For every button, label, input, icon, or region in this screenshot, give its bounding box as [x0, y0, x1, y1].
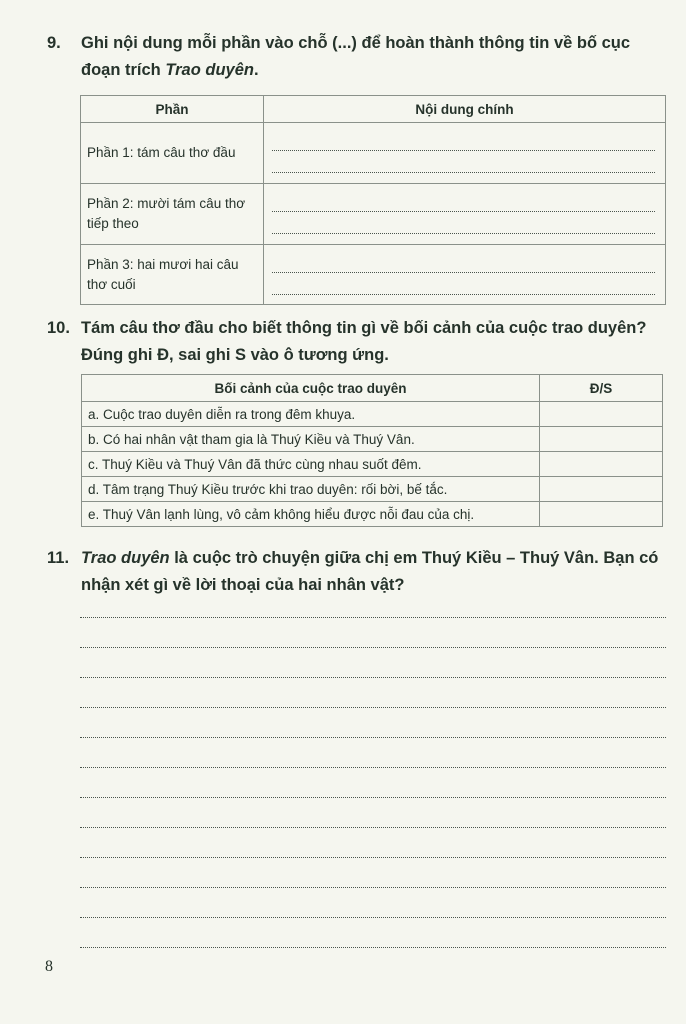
page-number: 8	[45, 958, 53, 975]
answer-cell[interactable]	[540, 477, 663, 502]
statement: c. Thuý Kiều và Thuý Vân đã thức cùng nhau suốt đêm.	[82, 452, 540, 477]
part-label: Phần 1: tám câu thơ đầu	[81, 123, 264, 184]
part-label: Phần 2: mười tám câu thơ tiếp theo	[81, 184, 264, 245]
answer-field[interactable]	[264, 184, 666, 245]
answer-cell[interactable]	[540, 402, 663, 427]
question-9	[47, 30, 672, 84]
answer-field[interactable]	[264, 245, 666, 305]
answer-line[interactable]	[80, 857, 666, 858]
table-row	[81, 245, 666, 305]
header-part: Phần	[81, 96, 264, 123]
table-row	[82, 427, 663, 452]
statement: b. Có hai nhân vật tham gia là Thuý Kiều và Thuý Vân.	[82, 427, 540, 452]
table-row	[82, 502, 663, 527]
answer-cell[interactable]	[540, 427, 663, 452]
work-title: Trao duyên	[81, 549, 170, 567]
answer-cell[interactable]	[540, 452, 663, 477]
answer-line[interactable]	[80, 677, 666, 678]
table-row	[82, 402, 663, 427]
statement: e. Thuý Vân lạnh lùng, vô cảm không hiểu được nỗi đau của chị.	[82, 502, 540, 527]
statement: d. Tâm trạng Thuý Kiều trước khi trao duyên: rối bời, bế tắc.	[82, 477, 540, 502]
statement: a. Cuộc trao duyên diễn ra trong đêm khuya.	[82, 402, 540, 427]
table-row	[82, 477, 663, 502]
question-text: Ghi nội dung mỗi phần vào chỗ (...) để hoàn thành thông tin về bố cục	[81, 34, 631, 52]
answer-line[interactable]	[80, 917, 666, 918]
work-title: Trao duyên	[165, 61, 254, 79]
table-row	[81, 123, 666, 184]
answer-line[interactable]	[80, 737, 666, 738]
question-text: Đúng ghi Đ, sai ghi S vào ô tương ứng.	[81, 346, 389, 364]
header-content: Nội dung chính	[264, 96, 666, 123]
answer-line[interactable]	[80, 797, 666, 798]
part-label: Phần 3: hai mươi hai câu thơ cuối	[81, 245, 264, 305]
answer-line[interactable]	[80, 947, 666, 948]
true-false-table	[81, 374, 663, 527]
answer-line[interactable]	[80, 767, 666, 768]
structure-table	[80, 95, 666, 305]
question-number: 10.	[47, 319, 70, 337]
question-text: nhận xét gì về lời thoại của hai nhân vật?	[81, 576, 405, 594]
answer-cell[interactable]	[540, 502, 663, 527]
question-10	[47, 315, 672, 369]
header-ds: Đ/S	[540, 375, 663, 402]
question-text: Tám câu thơ đầu cho biết thông tin gì về bối cảnh của cuộc trao duyên?	[81, 319, 647, 337]
table-row	[81, 184, 666, 245]
question-number: 9.	[47, 34, 61, 52]
answer-field[interactable]	[264, 123, 666, 184]
answer-line[interactable]	[80, 707, 666, 708]
answer-line[interactable]	[80, 827, 666, 828]
table-row	[82, 452, 663, 477]
question-text: là cuộc trò chuyện giữa chị em Thuý Kiều – Thuý Vân. Bạn có	[169, 549, 659, 567]
question-number: 11.	[47, 549, 70, 567]
answer-line[interactable]	[80, 617, 666, 618]
header-context: Bối cảnh của cuộc trao duyên	[82, 375, 540, 402]
punctuation: .	[253, 61, 259, 79]
question-text: đoạn trích	[81, 61, 166, 79]
question-11	[47, 545, 672, 599]
answer-line[interactable]	[80, 647, 666, 648]
answer-line[interactable]	[80, 887, 666, 888]
